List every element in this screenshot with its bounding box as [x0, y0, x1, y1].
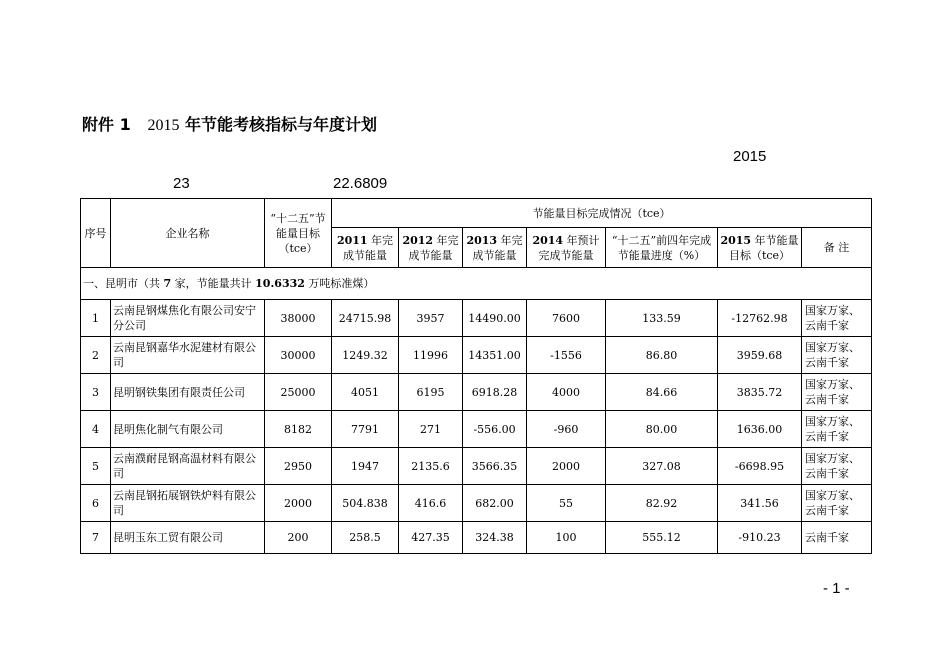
cell-progress: 82.92	[606, 485, 718, 522]
cell-company: 昆明玉东工贸有限公司	[111, 522, 265, 554]
cell-c2013: -556.00	[463, 411, 527, 448]
header-target-12th: “十二五”节能量目标（tce）	[265, 199, 332, 268]
cell-c2013: 14351.00	[463, 337, 527, 374]
cell-c2012: 3957	[399, 300, 463, 337]
cell-c2014: 100	[527, 522, 606, 554]
cell-t2015: -12762.98	[718, 300, 802, 337]
title-year: 2015	[147, 117, 180, 134]
cell-remark: 国家万家、云南千家	[802, 411, 872, 448]
header-seq: 序号	[81, 199, 111, 268]
cell-c2013: 14490.00	[463, 300, 527, 337]
cell-c2011: 1947	[332, 448, 399, 485]
cell-c2014: -1556	[527, 337, 606, 374]
cell-c2012: 271	[399, 411, 463, 448]
cell-c2012: 6195	[399, 374, 463, 411]
cell-target: 8182	[265, 411, 332, 448]
cell-progress: 84.66	[606, 374, 718, 411]
cell-c2014: 55	[527, 485, 606, 522]
cell-company: 云南濮耐昆钢高温材料有限公司	[111, 448, 265, 485]
cell-target: 2000	[265, 485, 332, 522]
cell-c2011: 1249.32	[332, 337, 399, 374]
cell-c2014: 4000	[527, 374, 606, 411]
cell-target: 38000	[265, 300, 332, 337]
cell-c2014: 7600	[527, 300, 606, 337]
header-remark: 备 注	[802, 228, 872, 268]
cell-progress: 133.59	[606, 300, 718, 337]
cell-seq: 1	[81, 300, 111, 337]
cell-c2012: 11996	[399, 337, 463, 374]
cell-c2012: 416.6	[399, 485, 463, 522]
cell-t2015: 341.56	[718, 485, 802, 522]
cell-target: 200	[265, 522, 332, 554]
cell-target: 30000	[265, 337, 332, 374]
cell-remark: 云南千家	[802, 522, 872, 554]
cell-c2011: 258.5	[332, 522, 399, 554]
table-row	[81, 300, 872, 337]
table-row	[81, 485, 872, 522]
cell-c2012: 2135.6	[399, 448, 463, 485]
cell-target: 2950	[265, 448, 332, 485]
cell-company: 云南昆钢煤焦化有限公司安宁分公司	[111, 300, 265, 337]
header-group: 节能量目标完成情况（tce）	[332, 199, 872, 228]
header-2013: 2013 年完成节能量	[463, 228, 527, 268]
header-2012: 2012 年完成节能量	[399, 228, 463, 268]
page-number: - 1 -	[823, 580, 850, 597]
title-prefix: 附件 1	[82, 115, 131, 134]
cell-company: 云南昆钢嘉华水泥建材有限公司	[111, 337, 265, 374]
header-progress: “十二五”前四年完成节能量进度（%）	[606, 228, 718, 268]
cell-company: 云南昆钢拓展钢铁炉料有限公司	[111, 485, 265, 522]
cell-t2015: -910.23	[718, 522, 802, 554]
floating-count: 23	[173, 175, 190, 192]
table-row	[81, 448, 872, 485]
cell-progress: 327.08	[606, 448, 718, 485]
cell-seq: 7	[81, 522, 111, 554]
floating-total: 22.6809	[333, 175, 388, 192]
cell-seq: 6	[81, 485, 111, 522]
cell-c2013: 6918.28	[463, 374, 527, 411]
table-row	[81, 374, 872, 411]
cell-company: 昆明焦化制气有限公司	[111, 411, 265, 448]
cell-c2012: 427.35	[399, 522, 463, 554]
cell-seq: 3	[81, 374, 111, 411]
section-heading: 一、昆明市（共 7 家，节能量共计 10.6332 万吨标准煤）	[81, 268, 872, 300]
title-rest: 年节能考核指标与年度计划	[185, 115, 378, 134]
cell-t2015: 3959.68	[718, 337, 802, 374]
cell-c2011: 504.838	[332, 485, 399, 522]
cell-c2014: 2000	[527, 448, 606, 485]
floating-year: 2015	[733, 148, 767, 165]
cell-remark: 国家万家、云南千家	[802, 300, 872, 337]
cell-remark: 国家万家、云南千家	[802, 374, 872, 411]
table-row	[81, 337, 872, 374]
cell-remark: 国家万家、云南千家	[802, 485, 872, 522]
table-row	[81, 411, 872, 448]
cell-c2014: -960	[527, 411, 606, 448]
header-2011: 2011 年完成节能量	[332, 228, 399, 268]
cell-remark: 国家万家、云南千家	[802, 337, 872, 374]
cell-t2015: 1636.00	[718, 411, 802, 448]
energy-saving-table	[80, 198, 872, 554]
cell-seq: 2	[81, 337, 111, 374]
cell-c2013: 324.38	[463, 522, 527, 554]
header-company: 企业名称	[111, 199, 265, 268]
cell-c2013: 682.00	[463, 485, 527, 522]
cell-c2011: 24715.98	[332, 300, 399, 337]
header-2014: 2014 年预计完成节能量	[527, 228, 606, 268]
cell-remark: 国家万家、云南千家	[802, 448, 872, 485]
table-row	[81, 522, 872, 554]
cell-progress: 86.80	[606, 337, 718, 374]
cell-c2011: 4051	[332, 374, 399, 411]
cell-c2011: 7791	[332, 411, 399, 448]
cell-seq: 5	[81, 448, 111, 485]
cell-target: 25000	[265, 374, 332, 411]
cell-t2015: 3835.72	[718, 374, 802, 411]
cell-t2015: -6698.95	[718, 448, 802, 485]
cell-c2013: 3566.35	[463, 448, 527, 485]
cell-progress: 80.00	[606, 411, 718, 448]
header-2015-target: 2015 年节能量目标（tce）	[718, 228, 802, 268]
cell-progress: 555.12	[606, 522, 718, 554]
cell-company: 昆明钢铁集团有限责任公司	[111, 374, 265, 411]
cell-seq: 4	[81, 411, 111, 448]
page-title	[82, 112, 377, 135]
